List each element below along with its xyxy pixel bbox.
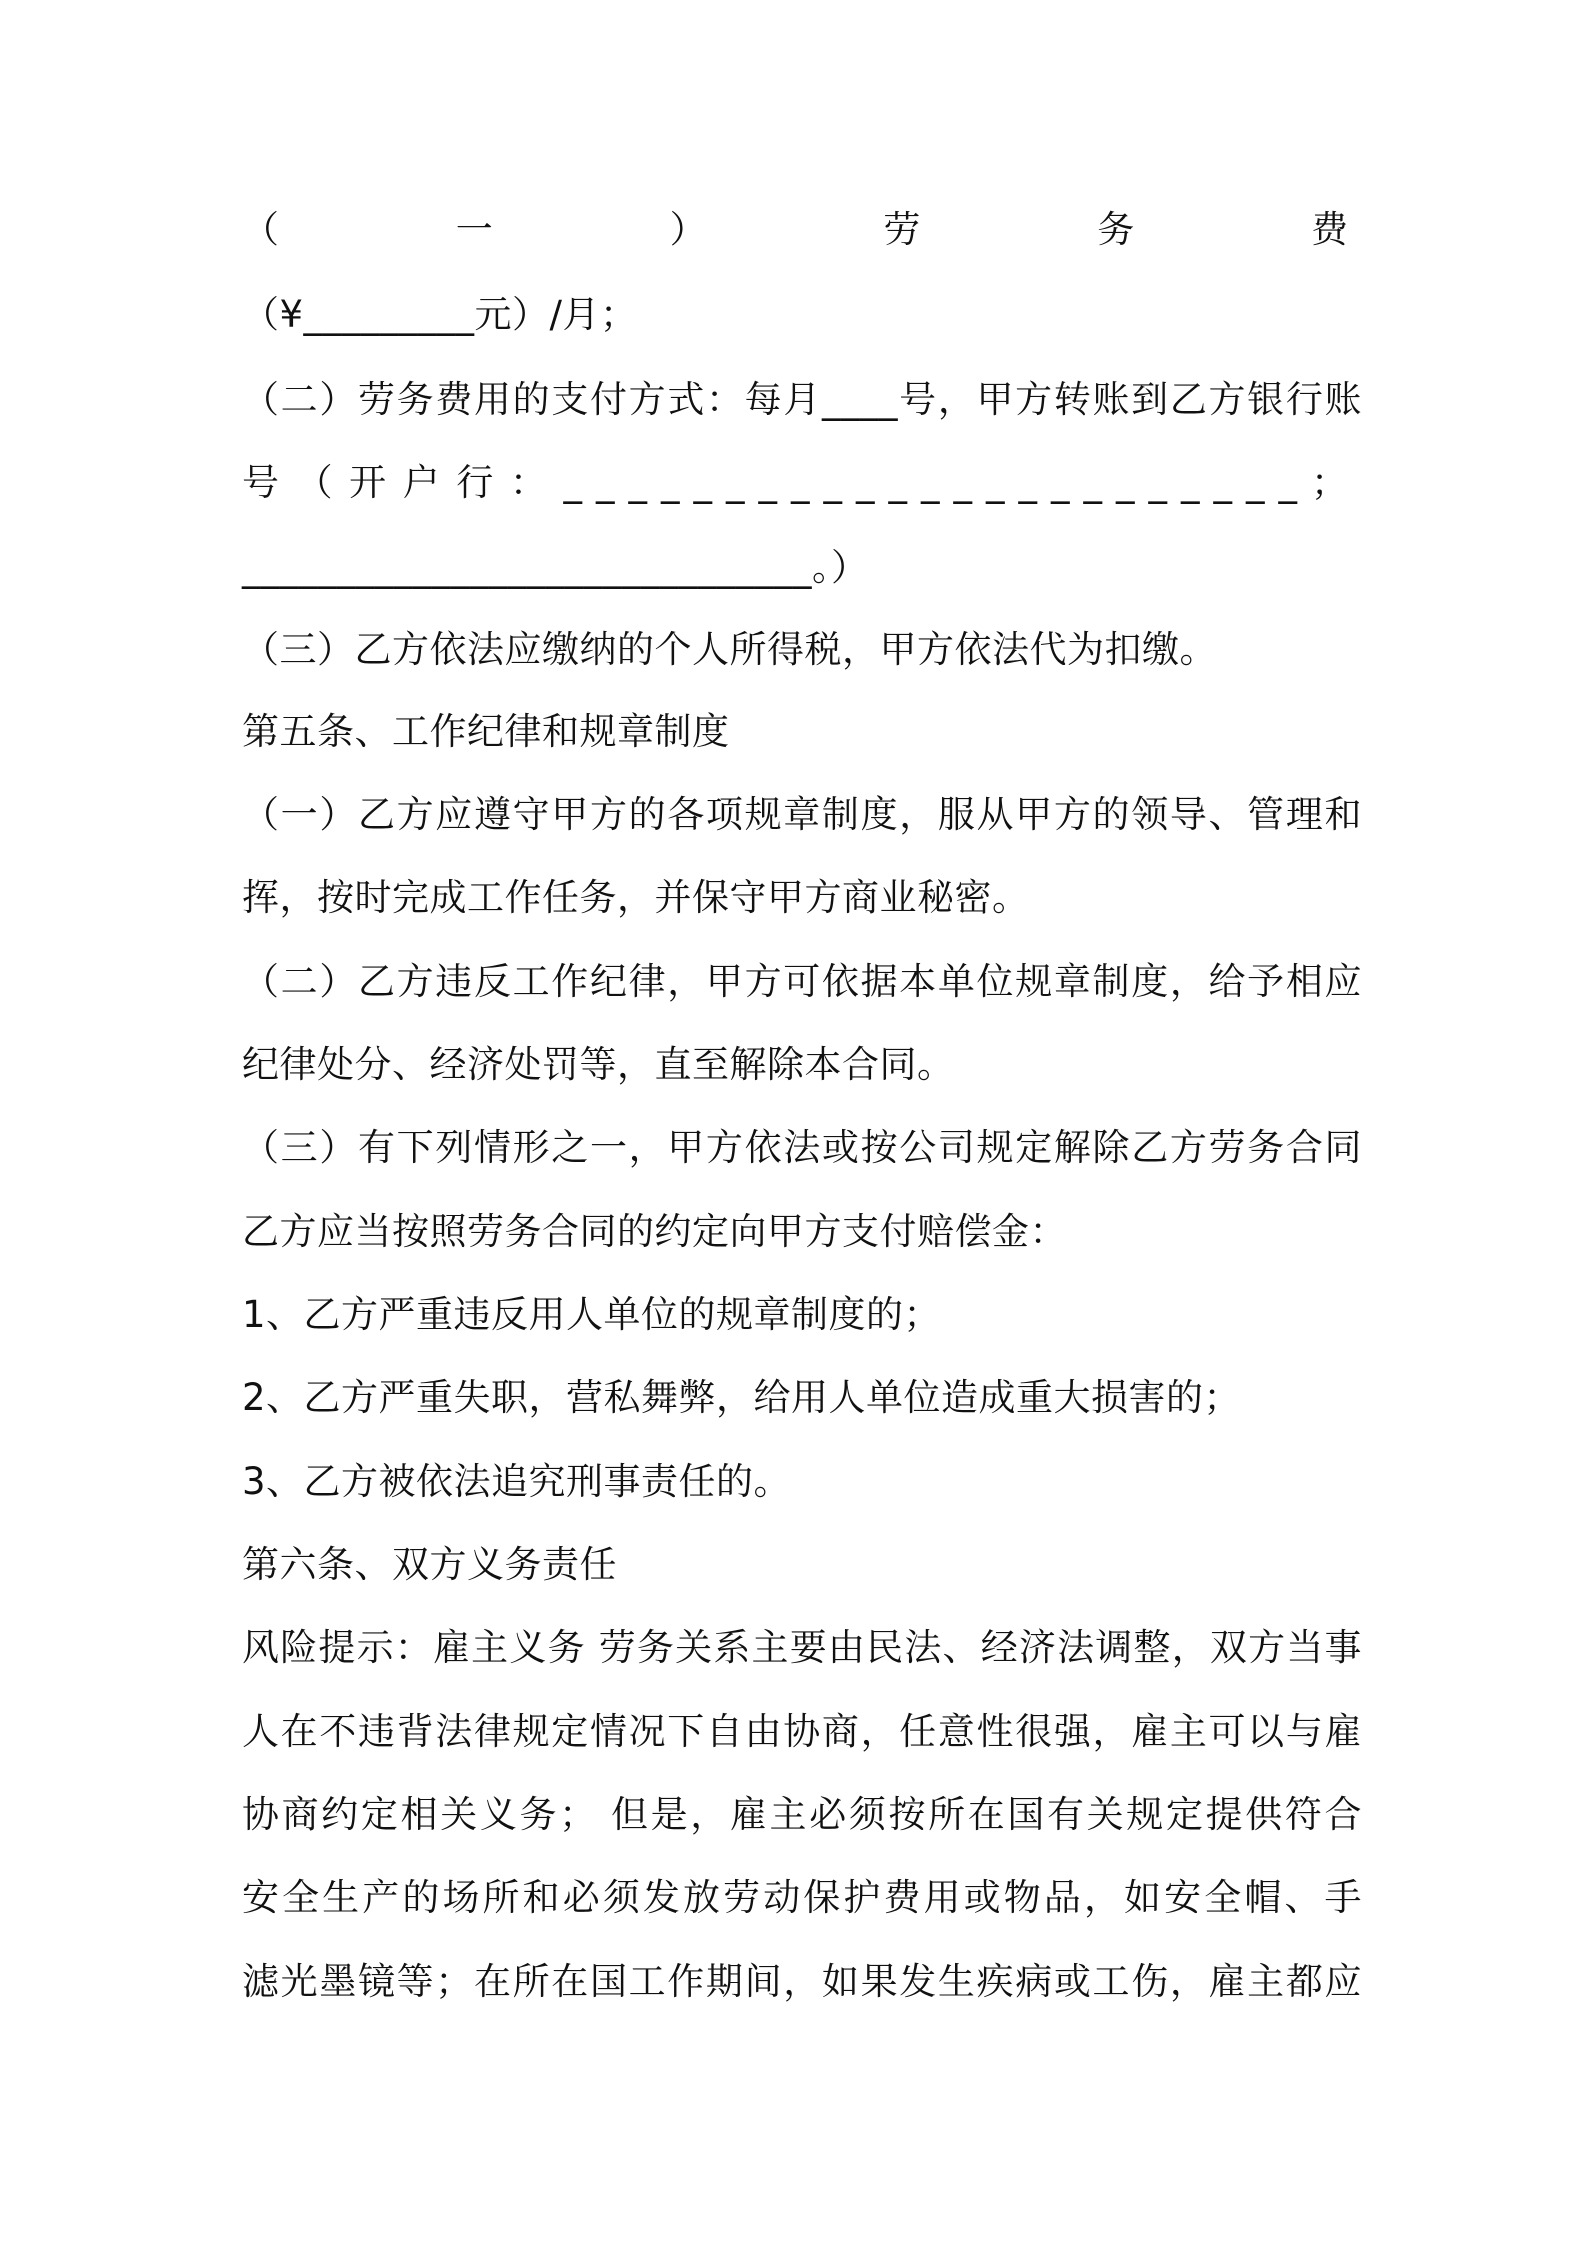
labor-fee-line: （一）劳务费	[242, 208, 1362, 251]
tax-clause-line: （三）乙方依法应缴纳的个人所得税，甲方依法代为扣缴。	[242, 628, 1217, 671]
article-six-heading: 第六条、双方义务责任	[242, 1543, 617, 1586]
termination-clause-line: 乙方应当按照劳务合同的约定向甲方支付赔偿金：	[242, 1210, 1067, 1253]
bank-info-line: 号（开户行：_______________________；	[242, 461, 1362, 504]
list-item: 1、乙方严重违反用人单位的规章制度的；	[242, 1293, 942, 1336]
risk-note-line: 安全生产的场所和必须发放劳动保护费用或物品，如安全帽、手	[242, 1876, 1362, 1919]
risk-note-line: 人在不违背法律规定情况下自由协商，任意性很强，雇主可以与雇	[242, 1710, 1362, 1753]
list-item: 3、乙方被依法追究刑事责任的。	[242, 1460, 792, 1503]
risk-note-line: 协商约定相关义务； 但是，雇主必须按所在国有关规定提供符合	[242, 1793, 1362, 1836]
account-number-line: ______________________________。）	[242, 546, 869, 589]
discipline-clause-line: 挥，按时完成工作任务，并保守甲方商业秘密。	[242, 876, 1030, 919]
monthly-amount-line: （¥_________元）/月；	[242, 293, 638, 336]
article-five-heading: 第五条、工作纪律和规章制度	[242, 710, 730, 753]
payment-method-line: （二）劳务费用的支付方式：每月____号，甲方转账到乙方银行账	[242, 378, 1362, 421]
termination-clause-line: （三）有下列情形之一，甲方依法或按公司规定解除乙方劳务合同	[242, 1126, 1362, 1169]
risk-note-line: 风险提示：雇主义务 劳务关系主要由民法、经济法调整，双方当事	[242, 1626, 1362, 1669]
violation-clause-line: 纪律处分、经济处罚等，直至解除本合同。	[242, 1043, 955, 1086]
discipline-clause-line: （一）乙方应遵守甲方的各项规章制度，服从甲方的领导、管理和	[242, 793, 1362, 836]
risk-note-line: 滤光墨镜等；在所在国工作期间，如果发生疾病或工伤，雇主都应	[242, 1960, 1362, 2003]
violation-clause-line: （二）乙方违反工作纪律，甲方可依据本单位规章制度，给予相应	[242, 960, 1362, 1003]
list-item: 2、乙方严重失职，营私舞弊，给用人单位造成重大损害的；	[242, 1376, 1242, 1419]
